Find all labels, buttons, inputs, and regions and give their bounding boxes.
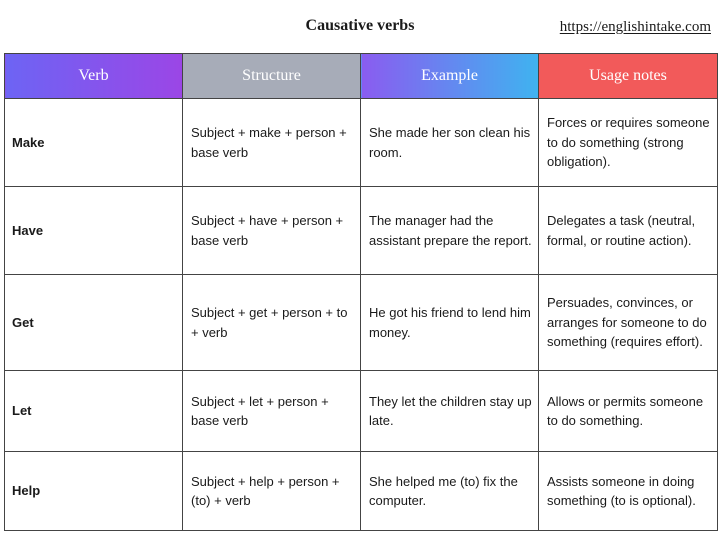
column-header-usage-notes: Usage notes bbox=[539, 54, 718, 99]
table-row bbox=[5, 275, 718, 371]
cell-example: She helped me (to) fix the computer. bbox=[361, 452, 539, 531]
table-row bbox=[5, 371, 718, 452]
cell-structure: Subject + make + person + base verb bbox=[183, 99, 361, 187]
cell-verb: Have bbox=[5, 187, 183, 275]
column-header-structure: Structure bbox=[183, 54, 361, 99]
cell-example: She made her son clean his room. bbox=[361, 99, 539, 187]
cell-verb: Help bbox=[5, 452, 183, 531]
cell-usage-notes: Persuades, convinces, or arranges for someone to do something (requires effort). bbox=[539, 275, 718, 371]
cell-structure: Subject + have + person + base verb bbox=[183, 187, 361, 275]
cell-example: The manager had the assistant prepare the report. bbox=[361, 187, 539, 275]
table-row bbox=[5, 99, 718, 187]
column-header-verb: Verb bbox=[5, 54, 183, 99]
causative-verbs-table bbox=[4, 53, 718, 531]
cell-usage-notes: Allows or permits someone to do something. bbox=[539, 371, 718, 452]
cell-structure: Subject + help + person + (to) + verb bbox=[183, 452, 361, 531]
cell-verb: Let bbox=[5, 371, 183, 452]
site-url-link[interactable]: https://englishintake.com bbox=[559, 19, 711, 35]
table-header-row bbox=[5, 54, 718, 99]
table-row bbox=[5, 452, 718, 531]
cell-usage-notes: Assists someone in doing something (to is optional). bbox=[539, 452, 718, 531]
cell-verb: Make bbox=[5, 99, 183, 187]
cell-usage-notes: Delegates a task (neutral, formal, or routine action). bbox=[539, 187, 718, 275]
page-title: Causative verbs bbox=[305, 17, 415, 34]
cell-example: They let the children stay up late. bbox=[361, 371, 539, 452]
column-header-example: Example bbox=[361, 54, 539, 99]
cell-example: He got his friend to lend him money. bbox=[361, 275, 539, 371]
table-row bbox=[5, 187, 718, 275]
cell-structure: Subject + let + person + base verb bbox=[183, 371, 361, 452]
cell-structure: Subject + get + person + to + verb bbox=[183, 275, 361, 371]
cell-verb: Get bbox=[5, 275, 183, 371]
cell-usage-notes: Forces or requires someone to do something (strong obligation). bbox=[539, 99, 718, 187]
